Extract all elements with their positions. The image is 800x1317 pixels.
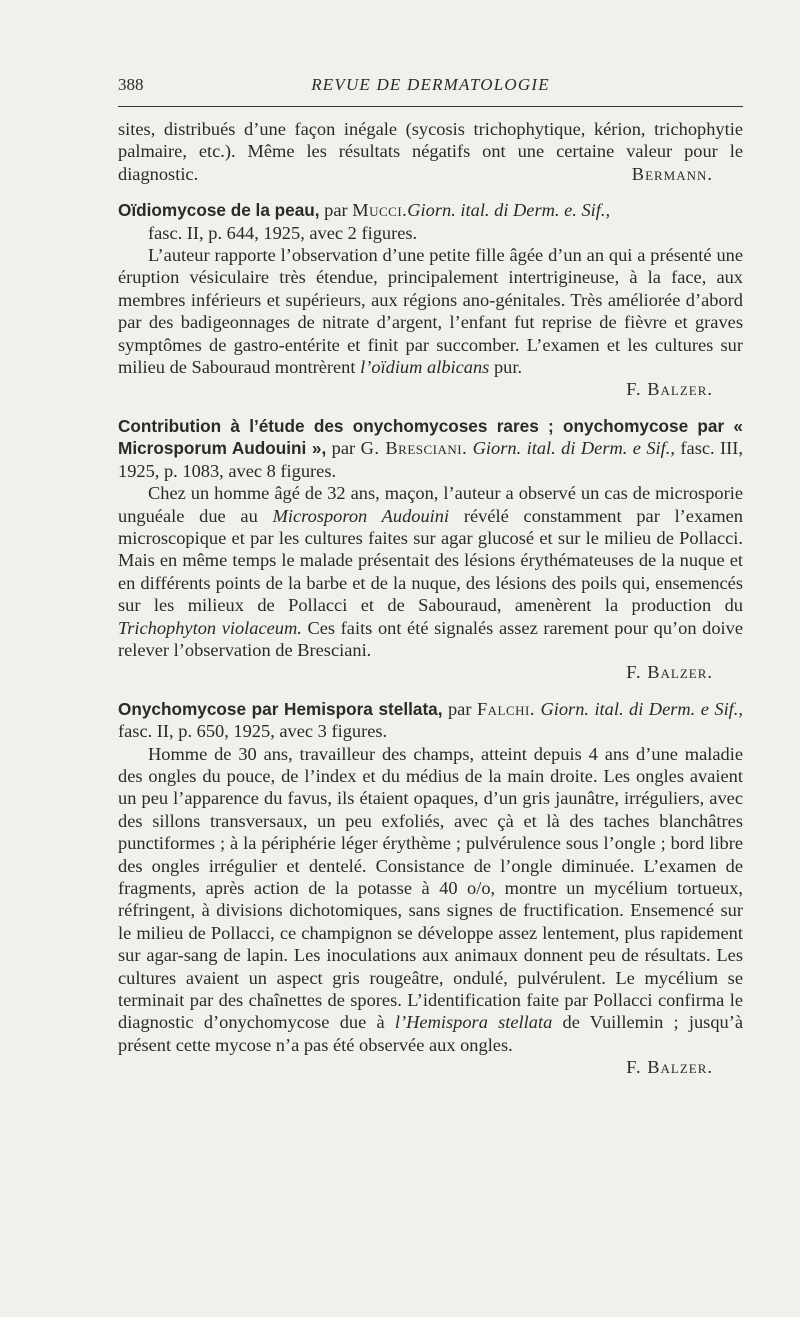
citation-author: Falchi. — [476, 698, 535, 719]
review-title: Contribution à l’étude des onychomycoses rares ; onychomycose par « Microsporum Audouini », — [118, 415, 743, 459]
citation-details: fasc. II, p. 644, 1925, avec 2 figures. — [148, 222, 418, 243]
review-heading — [118, 199, 743, 244]
page-body — [118, 118, 743, 1079]
review-heading — [118, 415, 743, 482]
header-rule — [118, 106, 743, 107]
review-heading — [118, 698, 743, 743]
organism-name: Microsporon Audouini — [272, 505, 450, 526]
review-signature: F. Balzer. — [626, 662, 713, 683]
citation-journal: Giorn. ital. di Derm. e. Sif., — [407, 200, 611, 221]
review-title: Onychomycose par Hemispora stellata, — [118, 698, 443, 719]
journal-title: REVUE DE DERMATOLOGIE — [311, 75, 550, 94]
review-signature: Bermann. — [631, 163, 713, 184]
review-signature: F. Balzer. — [626, 1057, 713, 1078]
citation-details: fasc. II, p. 650, 1925, avec 3 figures. — [118, 721, 388, 742]
review-title: Oïdiomycose de la peau, — [118, 200, 320, 221]
continuation-paragraph: sites, distribués d’une façon inégale (sycosis trichophytique, kérion, trichophytie palmaire, etc.). Même les résultats négatifs ont une certaine valeur pour le diagnostic. — [118, 119, 743, 184]
organism-name: l’oïdium albicans — [360, 357, 490, 378]
citation-journal: Giorn. ital. di Derm. e Sif., — [540, 698, 743, 719]
review-paragraph: Homme de 30 ans, travailleur des champs, atteint depuis 4 ans d’une maladie des ongles du pouce, de l’index et du médius de la main droite. Les ongles avaient un peu l’apparence du favus, ils étaient opaques, d’un gris jaunâtre, irréguliers, avec des sillons transversaux, un peu exfoliés, avec çà et là des taches blanchâtres punctiformes ; à la périphérie léger érythème ; pulvérulence sous l’ongle ; bord libre des ongles irrégulier et dentelé. Consistance de l’ongle diminuée. L’examen de fragments, après action de la potasse à 40 o/o, montre un mycélium tortueux, réfringent, à divisions dichotomiques, sans signes de fructification. Ensemencé sur le milieu de Pollacci, ce champignon se développe assez lentement, plus rapidement sur agar-sang de lapin. Les inoculations aux animaux donnent peu de résultats. Les cultures avaient un aspect gris rougeâtre, ondulé, pulvérulent. Le mycélium se terminait par des chaînettes de spores. L’identification faite par Pollacci confirma le diagnostic d’onychomycose due à l’Hemispora stellata de Vuillemin ; jusqu’à présent cette mycose n’a pas été observée aux ongles. — [118, 743, 743, 1055]
citation-author: G. Bresciani. — [360, 438, 468, 459]
citation-by: par — [447, 698, 472, 719]
review-signature: F. Balzer. — [626, 379, 713, 400]
review-paragraph: Chez un homme âgé de 32 ans, maçon, l’auteur a observé un cas de microsporie unguéale due au Microsporon Audouini révélé constamment par l’examen microscopique et par les cultures faites sur agar glucosé et sur le milieu de Pollacci. Mais en même temps le malade présentait des lésions érythémateuses de la nuque et en différents points de la barbe et de la nuque, des lésions des poils qui, ensemencés sur les milieux de Pollacci et de Sabouraud, amenèrent la production du Trichophyton violaceum. Ces faits ont été signalés assez rarement pour qu’on doive relever l’observation de Bresciani. — [118, 483, 743, 660]
citation-by: par — [324, 200, 348, 221]
citation-author: Mucci. — [352, 200, 408, 221]
review-paragraph: L’auteur rapporte l’observation d’une petite fille âgée d’un an qui a présenté une éruption vésiculaire très étendue, principalement intertrigineuse, à la face, aux membres inférieurs et supérieurs, aux régions ano-génitales. Très améliorée d’abord par des badigeonnages de nitrate d’argent, l’enfant fut reprise de fièvre et graves symptômes de gastro-entérite et finit par succomber. L’examen et les cultures sur milieu de Sabouraud montrèrent l’oïdium albicans pur. — [118, 245, 743, 378]
page-number: 388 — [118, 75, 144, 94]
citation-by: par — [331, 438, 356, 459]
organism-name: Trichophyton violaceum. — [118, 617, 302, 638]
organism-name: l’Hemispora stellata — [394, 1012, 553, 1033]
spacer — [118, 684, 743, 698]
spacer — [118, 185, 743, 199]
spacer — [118, 401, 743, 415]
citation-details: fasc. III, 1925, p. 1083, avec 8 figures. — [118, 438, 744, 481]
running-header — [118, 73, 743, 99]
citation-journal: Giorn. ital. di Derm. e Sif., — [472, 438, 675, 459]
